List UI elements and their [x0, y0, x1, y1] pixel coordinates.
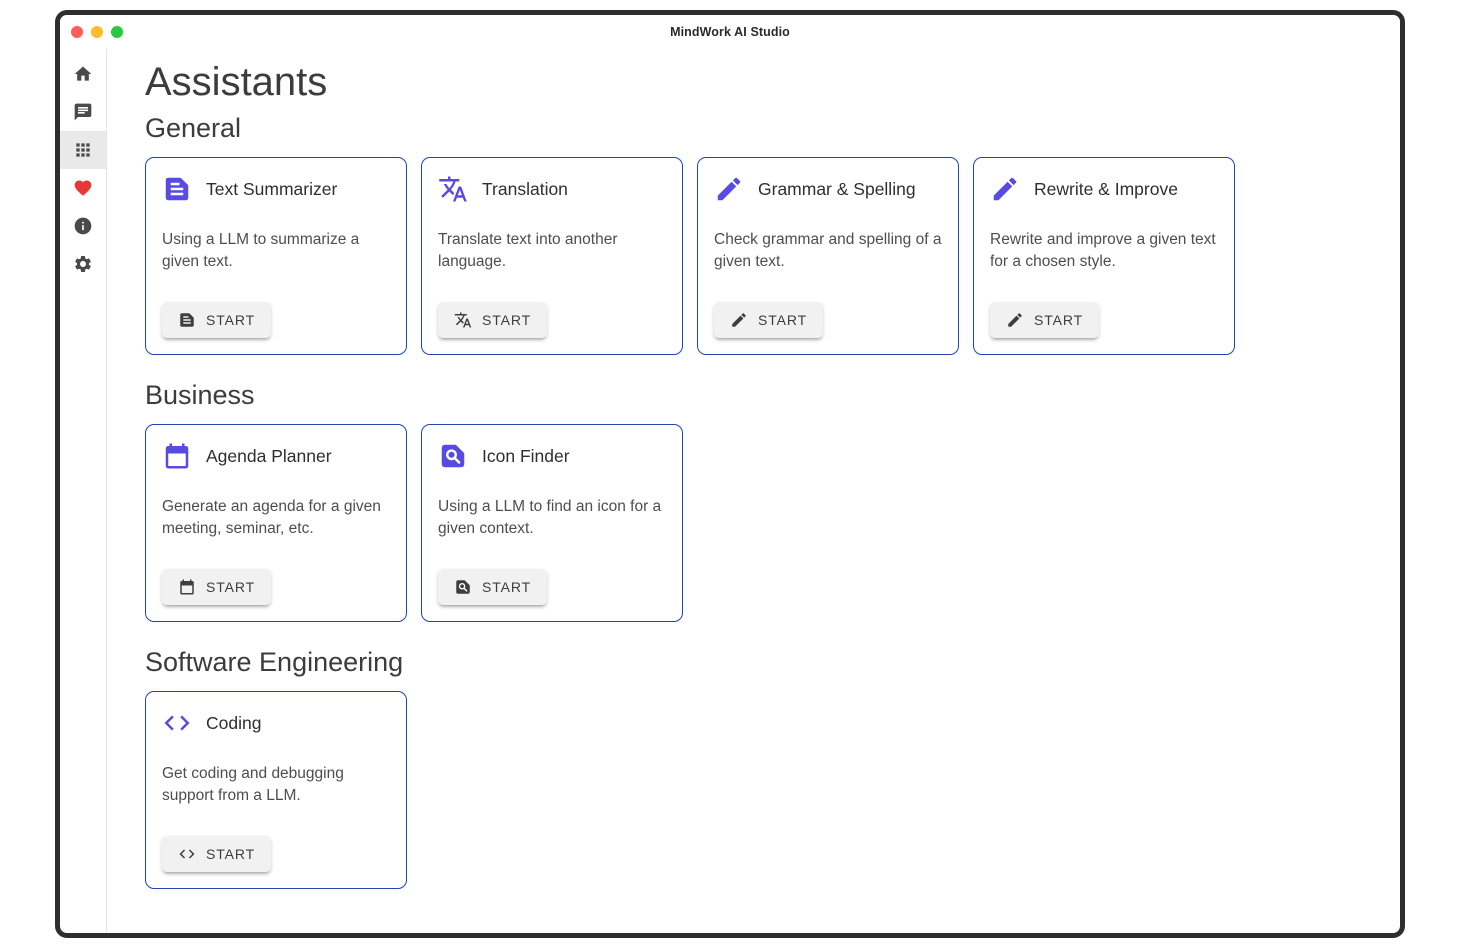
main-content	[107, 49, 1400, 933]
card-title: Grammar & Spelling	[758, 178, 916, 199]
edit-pencil-icon	[990, 174, 1020, 204]
card-description: Check grammar and spelling of a given text.	[714, 231, 942, 271]
card-title: Text Summarizer	[206, 178, 338, 199]
settings-icon	[73, 254, 93, 274]
card-title: Icon Finder	[482, 445, 570, 466]
start-button[interactable]	[162, 302, 271, 338]
translate-icon	[454, 311, 472, 329]
card-header	[162, 708, 390, 738]
card-title: Coding	[206, 712, 262, 733]
card-row	[145, 691, 1380, 889]
sidebar-item-assistants[interactable]	[60, 131, 106, 169]
sidebar-item-favorites[interactable]	[60, 169, 106, 207]
start-button[interactable]	[438, 569, 547, 605]
text-snippet-icon	[162, 174, 192, 204]
chat-icon	[73, 102, 93, 122]
close-button[interactable]	[71, 26, 83, 38]
start-button-label: START	[206, 846, 256, 862]
card-title: Rewrite & Improve	[1034, 178, 1178, 199]
card-header	[162, 441, 390, 471]
start-button[interactable]	[162, 569, 271, 605]
start-button[interactable]	[438, 302, 547, 338]
card-header	[990, 174, 1218, 204]
code-icon	[162, 708, 192, 738]
minimize-button[interactable]	[91, 26, 103, 38]
page-title: Assistants	[145, 60, 328, 104]
sidebar-item-settings[interactable]	[60, 245, 106, 283]
section-title: General	[145, 113, 242, 143]
card-row	[145, 157, 1380, 355]
assistant-card	[145, 691, 407, 889]
edit-pencil-icon	[730, 311, 748, 329]
sidebar-item-chat[interactable]	[60, 93, 106, 131]
start-button-label: START	[206, 312, 256, 328]
assistant-card	[145, 424, 407, 622]
calendar-icon	[178, 578, 196, 596]
app-body	[60, 49, 1400, 933]
icon-search-icon	[438, 441, 468, 471]
start-button-label: START	[206, 579, 256, 595]
code-icon	[178, 845, 196, 863]
start-button-label: START	[1034, 312, 1084, 328]
apps-icon	[73, 140, 93, 160]
translate-icon	[438, 174, 468, 204]
card-header	[714, 174, 942, 204]
edit-pencil-icon	[1006, 311, 1024, 329]
card-header	[162, 174, 390, 204]
card-description: Using a LLM to find an icon for a given context.	[438, 498, 662, 538]
sidebar-item-home[interactable]	[60, 55, 106, 93]
calendar-icon	[162, 441, 192, 471]
card-row	[145, 424, 1380, 622]
card-description: Translate text into another language.	[438, 231, 618, 271]
start-button-label: START	[758, 312, 808, 328]
title-bar	[60, 15, 1400, 49]
traffic-lights	[71, 26, 123, 38]
start-button[interactable]	[162, 836, 271, 872]
start-button-label: START	[482, 579, 532, 595]
card-header	[438, 174, 666, 204]
sidebar-item-about[interactable]	[60, 207, 106, 245]
assistant-card	[697, 157, 959, 355]
sidebar	[60, 49, 107, 933]
heart-icon	[73, 178, 93, 198]
home-icon	[73, 64, 93, 84]
card-description: Get coding and debugging support from a LLM.	[162, 765, 344, 805]
card-title: Translation	[482, 178, 568, 199]
window-title: MindWork AI Studio	[670, 25, 790, 39]
section-title: Business	[145, 380, 255, 410]
text-snippet-icon	[178, 311, 196, 329]
zoom-button[interactable]	[111, 26, 123, 38]
card-description: Using a LLM to summarize a given text.	[162, 231, 360, 271]
assistant-card	[145, 157, 407, 355]
assistant-card	[421, 157, 683, 355]
app-window	[55, 10, 1405, 938]
section-title: Software Engineering	[145, 647, 404, 677]
start-button-label: START	[482, 312, 532, 328]
assistant-sections	[145, 113, 1380, 889]
card-description: Rewrite and improve a given text for a chosen style.	[990, 231, 1216, 271]
assistant-card	[973, 157, 1235, 355]
card-header	[438, 441, 666, 471]
start-button[interactable]	[990, 302, 1099, 338]
card-title: Agenda Planner	[206, 445, 332, 466]
card-description: Generate an agenda for a given meeting, seminar, etc.	[162, 498, 381, 538]
icon-search-icon	[454, 578, 472, 596]
edit-pencil-icon	[714, 174, 744, 204]
start-button[interactable]	[714, 302, 823, 338]
assistant-card	[421, 424, 683, 622]
info-icon	[73, 216, 93, 236]
